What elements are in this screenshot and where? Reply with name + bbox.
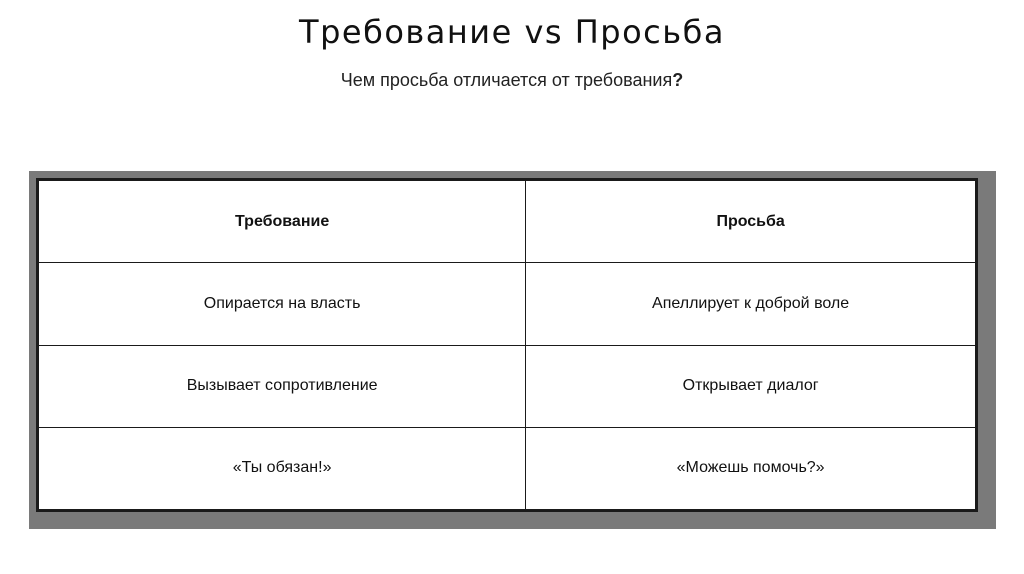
table-cell: «Можешь помочь?» (526, 427, 976, 509)
subtitle-question-mark: ? (672, 70, 684, 90)
table-row (39, 427, 976, 509)
table-cell: Открывает диалог (526, 345, 976, 427)
comparison-table-container (36, 178, 978, 512)
table-cell: Вызывает сопротивление (39, 345, 526, 427)
table-cell: Апеллирует к доброй воле (526, 263, 976, 345)
slide-subtitle (0, 67, 1024, 93)
table-cell: Опирается на власть (39, 263, 526, 345)
header-demand: Требование (39, 181, 526, 263)
table-header-row (39, 181, 976, 263)
subtitle-text: Чем просьба отличается от требования (340, 70, 673, 90)
table-row (39, 263, 976, 345)
table-row (39, 345, 976, 427)
table-cell: «Ты обязан!» (39, 427, 526, 509)
header-request: Просьба (526, 181, 976, 263)
comparison-table (38, 180, 976, 510)
slide-title: Требование vs Просьба (299, 13, 725, 51)
